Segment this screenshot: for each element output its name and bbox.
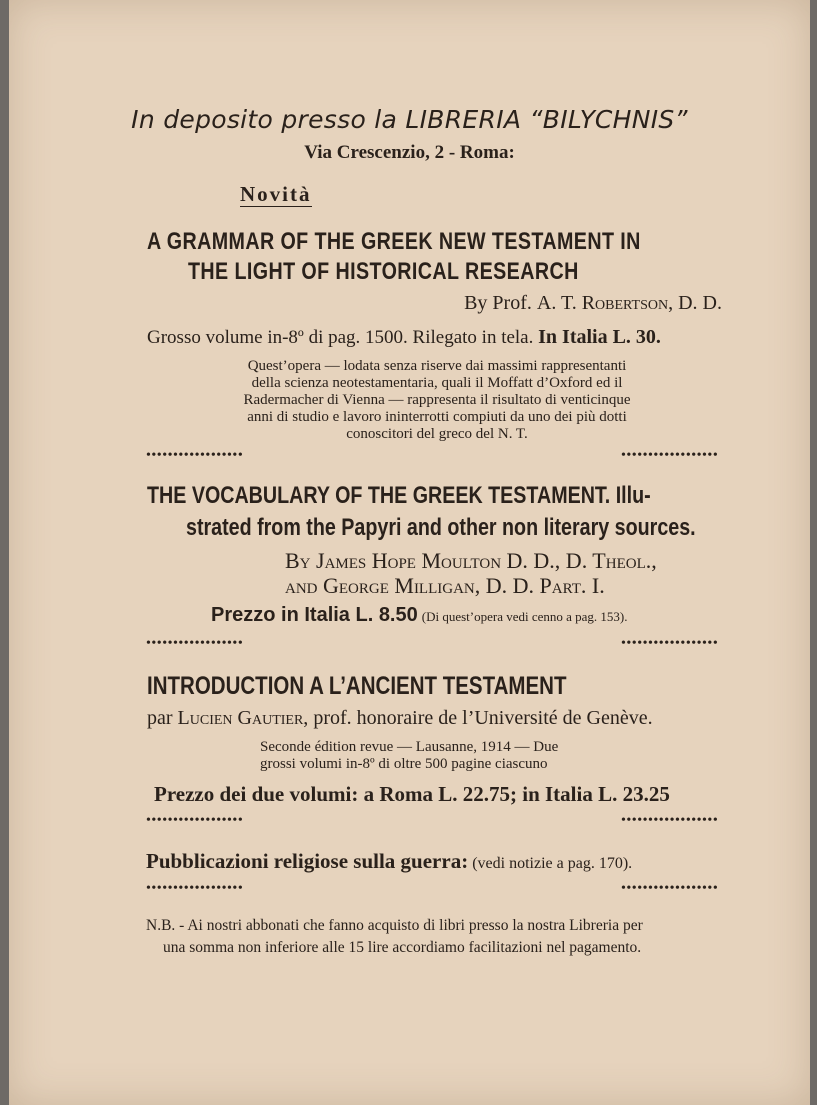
book1-author-prefix: By Prof. [464,292,532,314]
war-publications-label: Pubblicazioni religiose sulla guerra: [146,849,469,873]
book1-details: Grosso volume in-8º di pag. 1500. Rilegato in tela. [147,327,534,348]
book3-author-row [147,707,653,730]
nb-note-line2: una somma non inferiore alle 15 lire accordiamo facilitazioni nel pagamento. [163,939,642,956]
war-publications-row [146,849,632,874]
section-heading-novita: Novità [240,182,312,206]
book2-title-line1: THE VOCABULARY OF THE GREEK TESTAMENT. Illu- [147,482,651,509]
book3-author-suffix: prof. honoraire de l’Université de Genève. [313,707,653,729]
book2-note: (Di quest’opera vedi cenno a pag. 153). [421,609,628,624]
book2-title-line2: strated from the Papyri and other non literary sources. [186,514,696,541]
book1-details-row [147,326,661,349]
separator-right: •••••••••••••••••• [621,813,719,828]
book1-author [464,292,722,315]
publisher-header: In deposito presso la LIBRERIA “BILYCHNIS” [131,105,688,134]
book2-author-line2: and George Milligan, D. D. Part. I. [285,573,605,598]
book1-description-line: Quest’opera — lodata senza riserve dai massimi rappresentanti [247,358,627,374]
separator-left: •••••••••••••••••• [146,881,244,896]
separator-left: •••••••••••••••••• [146,448,244,463]
separator-right: •••••••••••••••••• [621,448,719,463]
book1-description-line: conoscitori del greco del N. T. [346,426,528,442]
book1-description [209,358,665,443]
book2-price-row [211,604,628,627]
book1-author-name: A. T. Robertson, D. D. [536,292,722,314]
separator-right: •••••••••••••••••• [621,881,719,896]
book3-author-name: Lucien Gautier, [177,707,309,729]
book1-description-line: anni di studio e lavoro ininterrotti compiuti da uno dei più dotti [247,409,627,425]
advertisement-page [9,0,810,1105]
separator-left: •••••••••••••••••• [146,813,244,828]
publisher-address: Via Crescenzio, 2 - Roma: [304,142,515,163]
book3-title: INTRODUCTION A L’ANCIENT TESTAMENT [147,672,567,700]
book2-author-line1: By James Hope Moulton D. D., D. Theol., [285,548,657,573]
book3-edition-line2: grossi volumi in-8º di oltre 500 pagine ciascuno [260,756,548,772]
book3-price: Prezzo dei due volumi: a Roma L. 22.75; in Italia L. 23.25 [154,782,670,806]
war-publications-note: (vedi notizie a pag. 170). [472,855,633,872]
separator-right: •••••••••••••••••• [621,636,719,651]
book2-price: Prezzo in Italia L. 8.50 [211,604,418,626]
book1-description-line: della scienza neotestamentaria, quali il Moffatt d’Oxford ed il [251,375,623,391]
book3-author-prefix: par [147,707,173,729]
nb-note-line1: N.B. - Ai nostri abbonati che fanno acquisto di libri presso la nostra Libreria per [146,917,643,934]
book1-title-line2: THE LIGHT OF HISTORICAL RESEARCH [188,258,579,285]
book1-description-line: Radermacher di Vienna — rappresenta il risultato di venticinque [243,392,631,408]
book1-title-line1: A GRAMMAR OF THE GREEK NEW TESTAMENT IN [147,228,641,255]
separator-left: •••••••••••••••••• [146,636,244,651]
book1-price: In Italia L. 30. [538,326,661,348]
book3-edition-line1: Seconde édition revue — Lausanne, 1914 — Due [260,739,559,755]
